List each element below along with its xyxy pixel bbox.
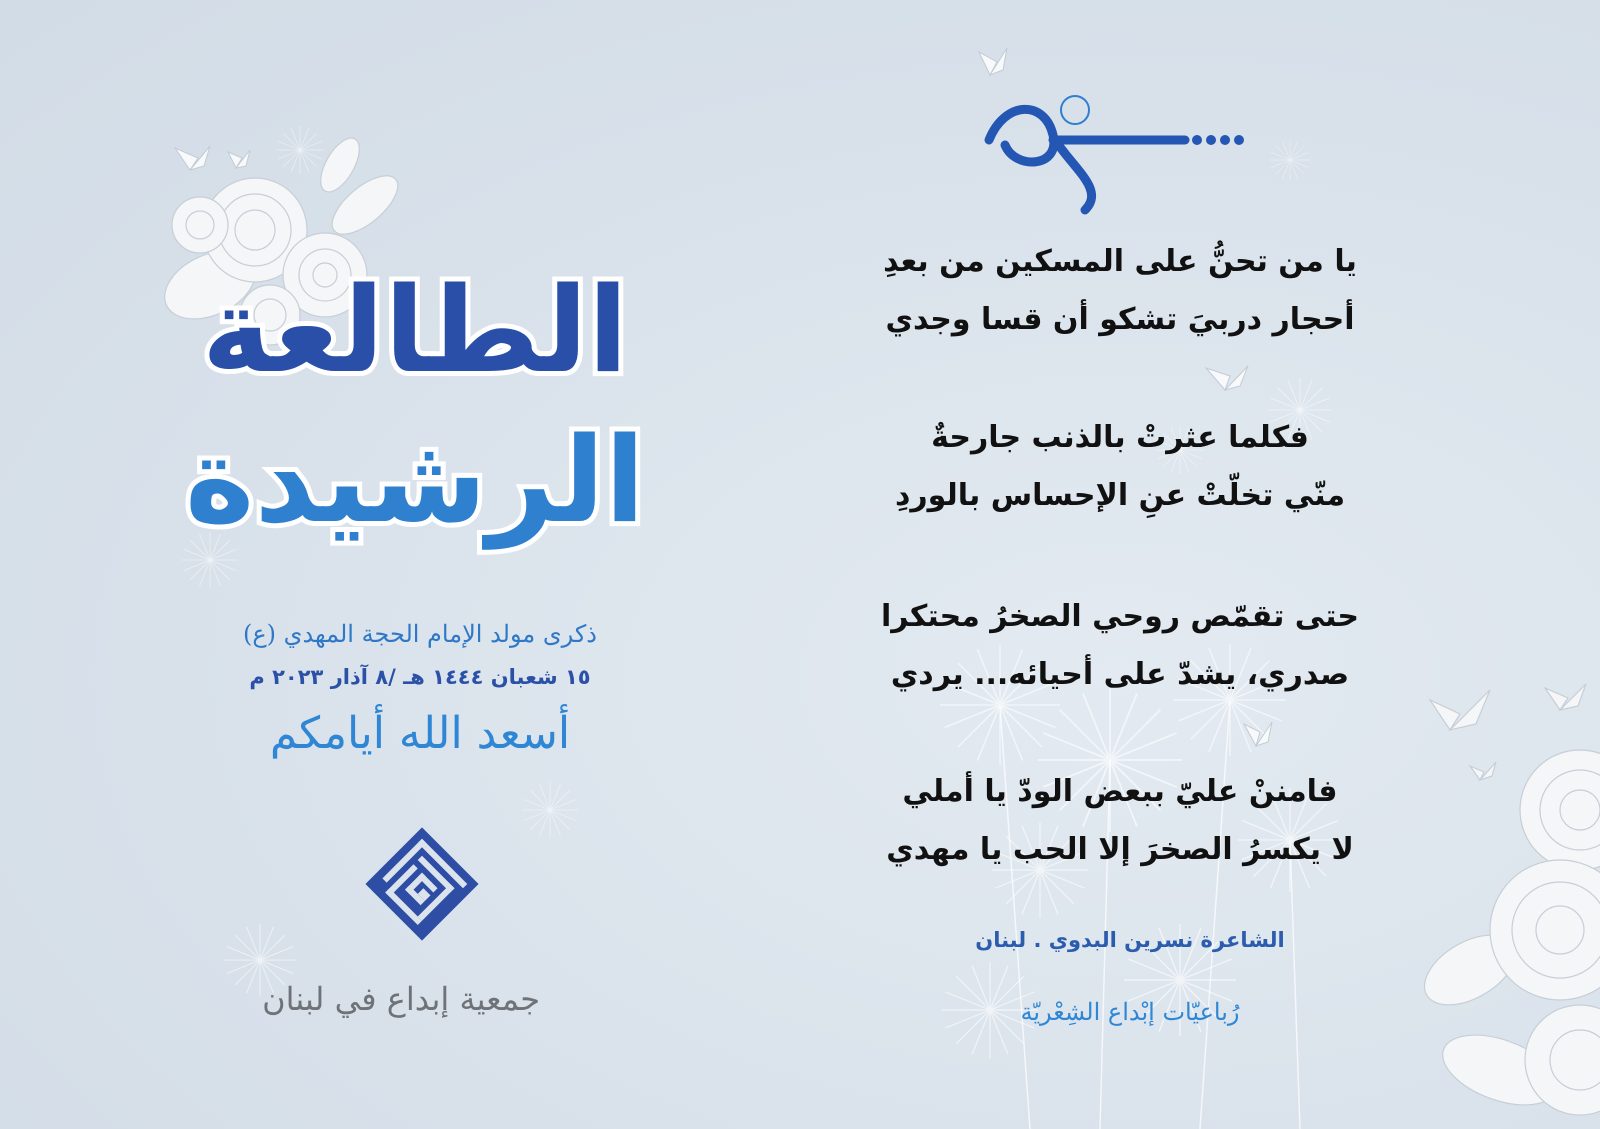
verse: فامننْ عليّ ببعض الودّ يا أملي: [902, 774, 1338, 809]
verse: يا من تحنُّ على المسكين من بعدِ: [883, 244, 1357, 279]
event-title: [175, 255, 655, 600]
greeting: أسعد الله أيامكم: [269, 708, 571, 759]
organization-name: جمعية إبداع في لبنان: [262, 980, 540, 1018]
square-kufic-emblem-icon: [360, 822, 484, 946]
verse: صدري، يشدّ على أحيائه... يردي: [890, 657, 1350, 692]
title-line-2: الرشيدة: [184, 411, 646, 549]
verse: أحجار دربيَ تشكو أن قسا وجدي: [885, 302, 1355, 337]
verse: حتى تقمّص روحي الصخرُ محتكرا: [880, 599, 1359, 634]
stanza-1: [880, 233, 1360, 349]
subtitle: ذكرى مولد الإمام الحجة المهدي (ع): [242, 620, 597, 648]
verse: لا يكسرُ الصخرَ إلا الحب يا مهدي: [886, 832, 1354, 867]
collection-name: رُباعيّات إبْداع الشِعْريّة: [1020, 998, 1240, 1026]
title-line-1: الطالعة: [201, 261, 629, 399]
butterfly-icon: [170, 140, 260, 190]
verse: منّي تخلّتْ عنِ الإحساس بالوردِ: [894, 478, 1346, 513]
mahdi-emblem-icon: [975, 40, 1275, 220]
stanza-2: [880, 409, 1360, 525]
stanza-4: [880, 763, 1360, 879]
poet-credit: الشاعرة نسرين البدوي . لبنان: [975, 928, 1285, 952]
date-line: ١٥ شعبان ١٤٤٤ هـ /٨ آذار ٢٠٢٣ م: [249, 665, 591, 689]
poem: [880, 233, 1360, 883]
stanza-3: [880, 588, 1360, 704]
paper-flower-icon: [1410, 670, 1600, 1129]
verse: فكلما عثرتْ بالذنب جارحةٌ: [931, 420, 1309, 455]
